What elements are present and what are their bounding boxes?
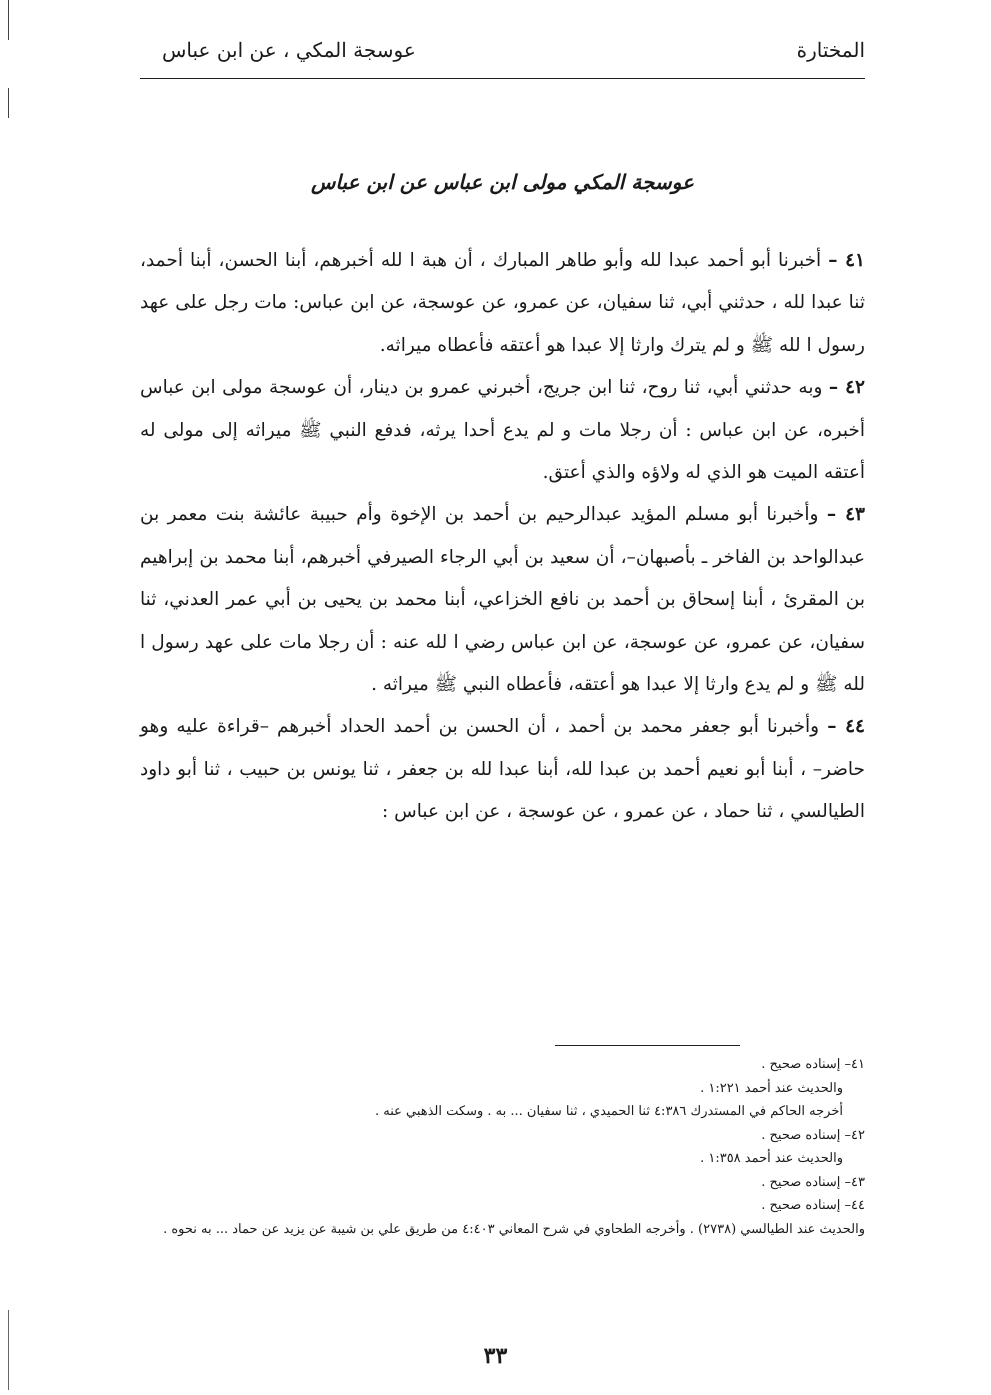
footnote-line: ٤١– إسناده صحيح . <box>761 1057 865 1072</box>
hadith-number: ٤٢ – <box>828 377 865 399</box>
body-text <box>140 240 865 834</box>
running-header <box>140 38 865 79</box>
footnote-separator <box>555 1045 740 1046</box>
hadith-paragraph <box>140 494 865 706</box>
hadith-paragraph <box>140 706 865 833</box>
hadith-paragraph <box>140 240 865 367</box>
hadith-number: ٤٣ – <box>826 504 865 526</box>
page-number: ٣٣ <box>483 1343 508 1369</box>
hadith-number: ٤٤ – <box>827 716 865 738</box>
footnote-line: ٤٣– إسناده صحيح . <box>761 1174 865 1190</box>
hadith-text: وأخبرنا أبو جعفر محمد بن أحمد ، أن الحسن بن أحمد الحداد أخبرهم –قراءة عليه وهو حاضر– ، أبنا أبو نعيم أحمد بن عبدا لله، أبنا عبدا لله بن جعفر ، ثنا يونس بن حبيب ، ثنا أبو داود الطيالسي ، ثنا حماد ، عن عمرو ، عن عوسجة ، عن ابن عباس : <box>140 716 865 823</box>
hadith-text: أخبرنا أبو أحمد عبدا لله وأبو طاهر المبارك ، أن هبة ا لله أخبرهم، أبنا الحسن، أبنا أحمد، ثنا عبدا لله ، حدثني أبي، ثنا سفيان، عن عمرو، عن عوسجة، عن ابن عباس: مات رجل على عهد رسول ا لله ﷺ و لم يترك وارثا إلا عبدا هو أعتقه فأعطاه ميراثه. <box>140 250 865 356</box>
book-title: المختارة <box>796 38 865 62</box>
hadith-text: وبه حدثني أبي، ثنا روح، ثنا ابن جريج، أخبرني عمرو بن دينار، أن عوسجة مولى ابن عباس أخبره، عن ابن عباس : أن رجلا مات و لم يدع أحدا يرثه، فدفع النبي ﷺ ميراثه إلى مولى له أعتقه الميت هو الذي له ولاؤه والذي أعتق. <box>140 377 865 484</box>
margin-line <box>8 88 9 118</box>
margin-line <box>8 0 9 40</box>
chapter-title: عوسجة المكي ، عن ابن عباس <box>162 38 416 62</box>
footnote-line: ٤٤– إسناده صحيح . <box>761 1198 865 1213</box>
footnote-line: أخرجه الحاكم في المستدرك ٤:٣٨٦ ثنا الحميدي ، ثنا سفيان ... به . وسكت الذهبي عنه . <box>374 1104 843 1119</box>
hadith-text: وأخبرنا أبو مسلم المؤيد عبدالرحيم بن أحمد بن الإخوة وأم حبيبة عائشة بنت معمر بن عبدالواحد بن الفاخر ـ بأصبهان–، أن سعيد بن أبي الرجاء الصيرفي أخبرهم، أبنا محمد بن إبراهيم بن المقرئ ، أبنا إسحاق بن أحمد بن نافع الخزاعي، أبنا محمد بن يحيى بن أبي عمر العدني، ثنا سفيان، عن عمرو، عن عوسجة، عن ابن عباس رضي ا لله عنه : أن رجلا مات على عهد رسول ا لله ﷺ و لم يدع وارثا إلا عبدا هو أعتقه، فأعطاه النبي ﷺ ميراثه . <box>140 504 865 696</box>
footnote-line: ٤٢– إسناده صحيح . <box>761 1127 865 1143</box>
footnote-line: والحديث عند أحمد ١:٢٢١ . <box>700 1080 843 1096</box>
footnotes <box>140 1053 865 1241</box>
footnote-line: والحديث عند الطيالسي (٢٧٣٨) . وأخرجه الطحاوي في شرح المعاني ٤:٤٠٣ من طريق علي بن شيبة عن يزيد عن حماد ... به نحوه . <box>163 1221 865 1237</box>
section-title: عوسجة المكي مولى ابن عباس عن ابن عباس <box>311 170 694 194</box>
hadith-paragraph <box>140 367 865 494</box>
footnote-line: والحديث عند أحمد ١:٣٥٨ . <box>700 1151 843 1166</box>
hadith-number: ٤١ – <box>828 250 865 271</box>
